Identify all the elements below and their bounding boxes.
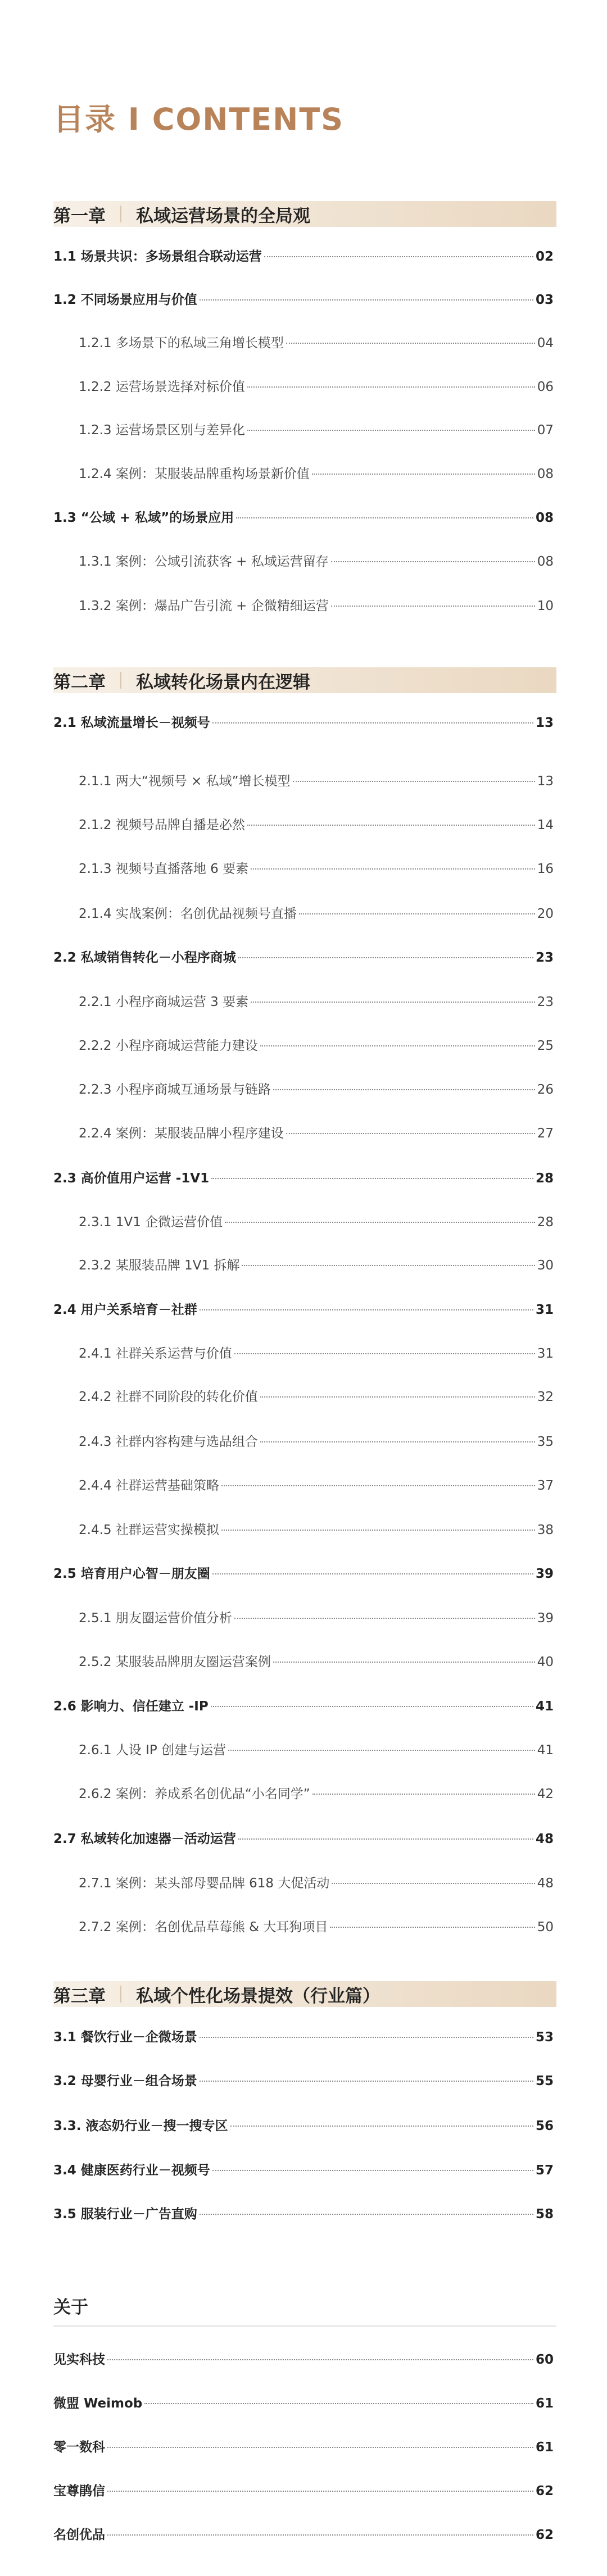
toc-entry-title: 见实科技 — [53, 2352, 105, 2367]
toc-entry-title: 2.1 私域流量增长－视频号 — [53, 716, 210, 730]
toc-leader-dots — [299, 913, 535, 914]
toc-entry-title: 2.4.3 社群内容构建与选品组合 — [79, 1435, 258, 1449]
toc-leader-dots — [221, 1530, 535, 1531]
toc-page-number: 32 — [537, 1390, 554, 1404]
toc-entry-title: 2.6.2 案例：养成系名创优品“小名同学” — [79, 1787, 310, 1801]
toc-page-number: 23 — [537, 995, 554, 1009]
toc-leader-dots — [211, 1178, 533, 1179]
chapter-title: 私域个性化场景提效（行业篇） — [136, 1986, 380, 2006]
about-heading: 关于 — [53, 2297, 88, 2318]
toc-subsection-entry[interactable] — [79, 1386, 554, 1405]
toc-subsection-entry[interactable] — [79, 463, 554, 482]
toc-page-number: 23 — [535, 950, 554, 965]
chapter-number: 第三章 — [53, 1986, 106, 2006]
toc-page-number: 08 — [535, 511, 554, 525]
toc-title: 目录 I CONTENTS — [53, 102, 345, 137]
toc-section-entry[interactable] — [53, 712, 554, 731]
toc-leader-dots — [312, 1794, 535, 1795]
toc-page-number: 38 — [537, 1523, 554, 1537]
toc-leader-dots — [330, 1927, 534, 1928]
toc-subsection-entry[interactable] — [79, 1651, 554, 1670]
toc-leader-dots — [234, 1353, 535, 1354]
toc-section-entry[interactable] — [53, 947, 554, 966]
chapter-number: 第二章 — [53, 672, 106, 693]
toc-page-number: 35 — [537, 1435, 554, 1449]
toc-entry-title: 2.2 私域销售转化－小程序商城 — [53, 950, 236, 965]
toc-entry-title: 2.3.1 1V1 企微运营价值 — [79, 1215, 223, 1230]
toc-leader-dots — [228, 1750, 535, 1751]
toc-page-number: 16 — [537, 862, 554, 876]
toc-leader-dots — [332, 1883, 534, 1884]
toc-subsection-entry[interactable] — [79, 1475, 554, 1494]
toc-leader-dots — [211, 1706, 533, 1707]
toc-page-number: 30 — [537, 1258, 554, 1273]
toc-page-number: 28 — [537, 1215, 554, 1230]
toc-leader-dots — [144, 2403, 533, 2404]
toc-page-number: 55 — [535, 2074, 554, 2088]
toc-leader-dots — [247, 825, 535, 826]
toc-leader-dots — [230, 2126, 533, 2127]
toc-entry-title: 2.1.4 实战案例：名创优品视频号直播 — [79, 907, 297, 921]
toc-leader-dots — [212, 1573, 533, 1574]
toc-leader-dots — [293, 781, 535, 782]
toc-entry-title: 2.2.4 案例：某服装品牌小程序建设 — [79, 1126, 284, 1141]
toc-leader-dots — [260, 1441, 535, 1442]
toc-page-number: 13 — [535, 716, 554, 730]
toc-entry-title: 2.7 私域转化加速器－活动运营 — [53, 1832, 236, 1846]
toc-subsection-entry[interactable] — [79, 1917, 554, 1935]
toc-leader-dots — [273, 1089, 535, 1090]
toc-entry-title: 2.4 用户关系培育－社群 — [53, 1303, 197, 1317]
toc-entry-title: 2.7.2 案例：名创优品草莓熊 & 大耳狗项目 — [79, 1920, 328, 1935]
toc-subsection-entry[interactable] — [79, 903, 554, 922]
toc-entry-title: 零一数科 — [53, 2440, 105, 2455]
toc-page-number: 14 — [537, 818, 554, 832]
toc-page-number: 10 — [537, 599, 554, 613]
toc-page-number: 61 — [535, 2396, 554, 2411]
chapter-separator — [120, 672, 121, 689]
toc-section-entry[interactable] — [53, 2204, 554, 2222]
toc-leader-dots — [286, 1133, 535, 1134]
toc-leader-dots — [234, 1618, 535, 1619]
toc-page-number: 42 — [537, 1787, 554, 1801]
chapter-number: 第一章 — [53, 206, 106, 226]
chapter-header — [53, 667, 556, 693]
toc-page-number: 13 — [537, 774, 554, 789]
toc-page-number: 40 — [537, 1655, 554, 1669]
toc-entry-title: 3.1 餐饮行业－企微场景 — [53, 2030, 197, 2045]
toc-page-number: 37 — [537, 1478, 554, 1493]
toc-leader-dots — [107, 2534, 533, 2536]
toc-subsection-entry[interactable] — [79, 1431, 554, 1450]
toc-entry-title: 2.6.1 人设 IP 创建与运营 — [79, 1743, 227, 1758]
toc-leader-dots — [236, 517, 533, 518]
toc-subsection-entry[interactable] — [79, 814, 554, 833]
toc-subsection-entry[interactable] — [79, 1212, 554, 1230]
toc-subsection-entry[interactable] — [79, 1255, 554, 1273]
toc-leader-dots — [221, 1485, 535, 1486]
toc-page-number: 60 — [535, 2352, 554, 2367]
toc-section-entry[interactable] — [53, 2070, 554, 2089]
toc-entry-title: 2.6 影响力、信任建立 -IP — [53, 1699, 209, 1714]
toc-leader-dots — [107, 2359, 533, 2360]
toc-entry-title: 名创优品 — [53, 2528, 105, 2542]
chapter-header — [53, 1981, 556, 2007]
toc-leader-dots — [242, 1265, 534, 1266]
toc-entry-title: 2.7.1 案例：某头部母婴品牌 618 大促活动 — [79, 1876, 330, 1891]
chapter-separator — [120, 206, 121, 222]
toc-entry-title: 2.1.3 视频号直播落地 6 要素 — [79, 862, 249, 876]
toc-section-entry[interactable] — [53, 2524, 554, 2543]
toc-subsection-entry[interactable] — [79, 1783, 554, 1802]
toc-leader-dots — [200, 2214, 533, 2215]
toc-leader-dots — [200, 2081, 533, 2082]
toc-entry-title: 2.1.2 视频号品牌自播是必然 — [79, 818, 245, 832]
toc-subsection-entry[interactable] — [79, 771, 554, 789]
toc-entry-title: 2.4.5 社群运营实操模拟 — [79, 1523, 219, 1537]
toc-page-number: 57 — [535, 2163, 554, 2178]
toc-leader-dots — [331, 561, 535, 562]
toc-section-entry[interactable] — [53, 289, 554, 308]
toc-page-number: 04 — [537, 336, 554, 351]
toc-section-entry[interactable] — [53, 246, 554, 265]
toc-page-number: 41 — [537, 1743, 554, 1758]
toc-page-number: 08 — [537, 554, 554, 569]
toc-entry-title: 2.2.3 小程序商城互通场景与链路 — [79, 1082, 271, 1097]
toc-entry-title: 2.3.2 某服装品牌 1V1 拆解 — [79, 1258, 240, 1273]
toc-section-entry[interactable] — [53, 2349, 554, 2368]
toc-entry-title: 1.3.2 案例：爆品广告引流 + 企微精细运营 — [79, 599, 329, 613]
toc-section-entry[interactable] — [53, 2393, 554, 2411]
toc-subsection-entry[interactable] — [79, 1608, 554, 1626]
toc-subsection-entry[interactable] — [79, 333, 554, 351]
toc-entry-title: 2.4.2 社群不同阶段的转化价值 — [79, 1390, 258, 1404]
toc-leader-dots — [212, 2170, 533, 2171]
toc-entry-title: 1.2.3 运营场景区别与差异化 — [79, 423, 245, 438]
toc-leader-dots — [331, 606, 535, 607]
toc-section-entry[interactable] — [53, 2481, 554, 2499]
toc-subsection-entry[interactable] — [79, 1123, 554, 1141]
toc-subsection-entry[interactable] — [79, 376, 554, 395]
toc-subsection-entry[interactable] — [79, 858, 554, 877]
toc-section-entry[interactable] — [53, 2027, 554, 2045]
toc-entry-title: 2.3 高价值用户运营 -1V1 — [53, 1171, 210, 1186]
toc-page-number: 07 — [537, 423, 554, 438]
toc-leader-dots — [264, 256, 533, 257]
toc-page-number: 62 — [535, 2528, 554, 2542]
toc-page-number: 62 — [535, 2484, 554, 2498]
toc-section-entry[interactable] — [53, 2115, 554, 2134]
toc-leader-dots — [200, 299, 533, 301]
toc-page-number: 61 — [535, 2440, 554, 2455]
chapter-separator — [120, 1986, 121, 2002]
toc-page-number: 41 — [535, 1699, 554, 1714]
toc-entry-title: 1.3.1 案例：公域引流获客 + 私域运营留存 — [79, 554, 329, 569]
toc-entry-title: 1.3 “公域 + 私域”的场景应用 — [53, 511, 234, 525]
toc-page-number: 53 — [535, 2030, 554, 2045]
toc-leader-dots — [260, 1045, 535, 1046]
toc-leader-dots — [225, 1222, 535, 1223]
toc-page-number: 02 — [535, 249, 554, 264]
toc-subsection-entry[interactable] — [79, 1343, 554, 1362]
toc-entry-title: 3.4 健康医药行业－视频号 — [53, 2163, 210, 2178]
toc-entry-title: 2.2.1 小程序商城运营 3 要素 — [79, 995, 249, 1009]
toc-page-number: 58 — [535, 2207, 554, 2222]
toc-section-entry[interactable] — [53, 1563, 554, 1582]
toc-page-number: 20 — [537, 907, 554, 921]
toc-leader-dots — [107, 2491, 533, 2492]
toc-leader-dots — [200, 2037, 533, 2038]
toc-page-number: 25 — [537, 1039, 554, 1053]
toc-subsection-entry[interactable] — [79, 1740, 554, 1758]
toc-leader-dots — [312, 474, 535, 475]
toc-subsection-entry[interactable] — [79, 1519, 554, 1538]
toc-subsection-entry[interactable] — [79, 595, 554, 614]
toc-entry-title: 1.2.4 案例：某服装品牌重构场景新价值 — [79, 467, 310, 481]
toc-leader-dots — [286, 343, 535, 344]
toc-subsection-entry[interactable] — [79, 991, 554, 1010]
toc-entry-title: 2.2.2 小程序商城运营能力建设 — [79, 1039, 258, 1053]
toc-leader-dots — [247, 430, 535, 431]
toc-entry-title: 3.2 母婴行业－组合场景 — [53, 2074, 197, 2088]
toc-page-number: 03 — [535, 293, 554, 307]
toc-leader-dots — [247, 386, 535, 388]
toc-leader-dots — [200, 1309, 533, 1310]
toc-entry-title: 1.2.1 多场景下的私域三角增长模型 — [79, 336, 284, 351]
toc-entry-title: 1.2.2 运营场景选择对标价值 — [79, 380, 245, 394]
about-divider — [53, 2325, 556, 2327]
toc-leader-dots — [260, 1396, 535, 1398]
toc-leader-dots — [273, 1662, 535, 1663]
toc-leader-dots — [251, 868, 535, 870]
toc-entry-title: 3.5 服装行业－广告直购 — [53, 2207, 197, 2222]
toc-subsection-entry[interactable] — [79, 420, 554, 438]
toc-entry-title: 宝尊鹃信 — [53, 2484, 105, 2498]
toc-subsection-entry[interactable] — [79, 1079, 554, 1098]
toc-page-number: 39 — [537, 1611, 554, 1626]
toc-section-entry[interactable] — [53, 1696, 554, 1714]
toc-entry-title: 2.4.4 社群运营基础策略 — [79, 1478, 219, 1493]
toc-leader-dots — [251, 1002, 535, 1003]
chapter-title: 私域转化场景内在逻辑 — [136, 672, 310, 693]
toc-leader-dots — [107, 2447, 533, 2448]
toc-subsection-entry[interactable] — [79, 1035, 554, 1054]
toc-section-entry[interactable] — [53, 2437, 554, 2455]
toc-page-number: 08 — [537, 467, 554, 481]
toc-page-number: 48 — [537, 1876, 554, 1891]
chapter-title: 私域运营场景的全局观 — [136, 206, 310, 226]
toc-page-number: 26 — [537, 1082, 554, 1097]
toc-section-entry[interactable] — [53, 1168, 554, 1186]
toc-section-entry[interactable] — [53, 1299, 554, 1318]
toc-entry-title: 2.5.1 朋友圈运营价值分析 — [79, 1611, 232, 1626]
toc-page-number: 56 — [535, 2119, 554, 2133]
toc-entry-title: 1.1 场景共识：多场景组合联动运营 — [53, 249, 262, 264]
toc-entry-title: 2.4.1 社群关系运营与价值 — [79, 1346, 232, 1361]
toc-page-number: 31 — [535, 1303, 554, 1317]
toc-section-entry[interactable] — [53, 1828, 554, 1847]
toc-section-entry[interactable] — [53, 507, 554, 526]
toc-page-number: 06 — [537, 380, 554, 394]
toc-entry-title: 2.5 培育用户心智－朋友圈 — [53, 1567, 210, 1581]
toc-leader-dots — [238, 1838, 533, 1840]
toc-page-number: 39 — [535, 1567, 554, 1581]
chapter-header — [53, 201, 556, 227]
toc-page-number: 48 — [535, 1832, 554, 1846]
toc-entry-title: 2.1.1 两大“视频号 × 私域”增长模型 — [79, 774, 291, 789]
toc-leader-dots — [238, 957, 533, 958]
toc-entry-title: 微盟 Weimob — [53, 2396, 143, 2411]
toc-page-number: 50 — [537, 1920, 554, 1935]
toc-page-number: 27 — [537, 1126, 554, 1141]
toc-page-number: 28 — [535, 1171, 554, 1186]
toc-section-entry[interactable] — [53, 2160, 554, 2178]
toc-subsection-entry[interactable] — [79, 1873, 554, 1891]
toc-entry-title: 1.2 不同场景应用与价值 — [53, 293, 197, 307]
toc-leader-dots — [212, 722, 533, 723]
toc-page-number: 31 — [537, 1346, 554, 1361]
toc-subsection-entry[interactable] — [79, 551, 554, 570]
toc-entry-title: 2.5.2 某服装品牌朋友圈运营案例 — [79, 1655, 271, 1669]
toc-entry-title: 3.3. 液态奶行业－搜一搜专区 — [53, 2119, 228, 2133]
